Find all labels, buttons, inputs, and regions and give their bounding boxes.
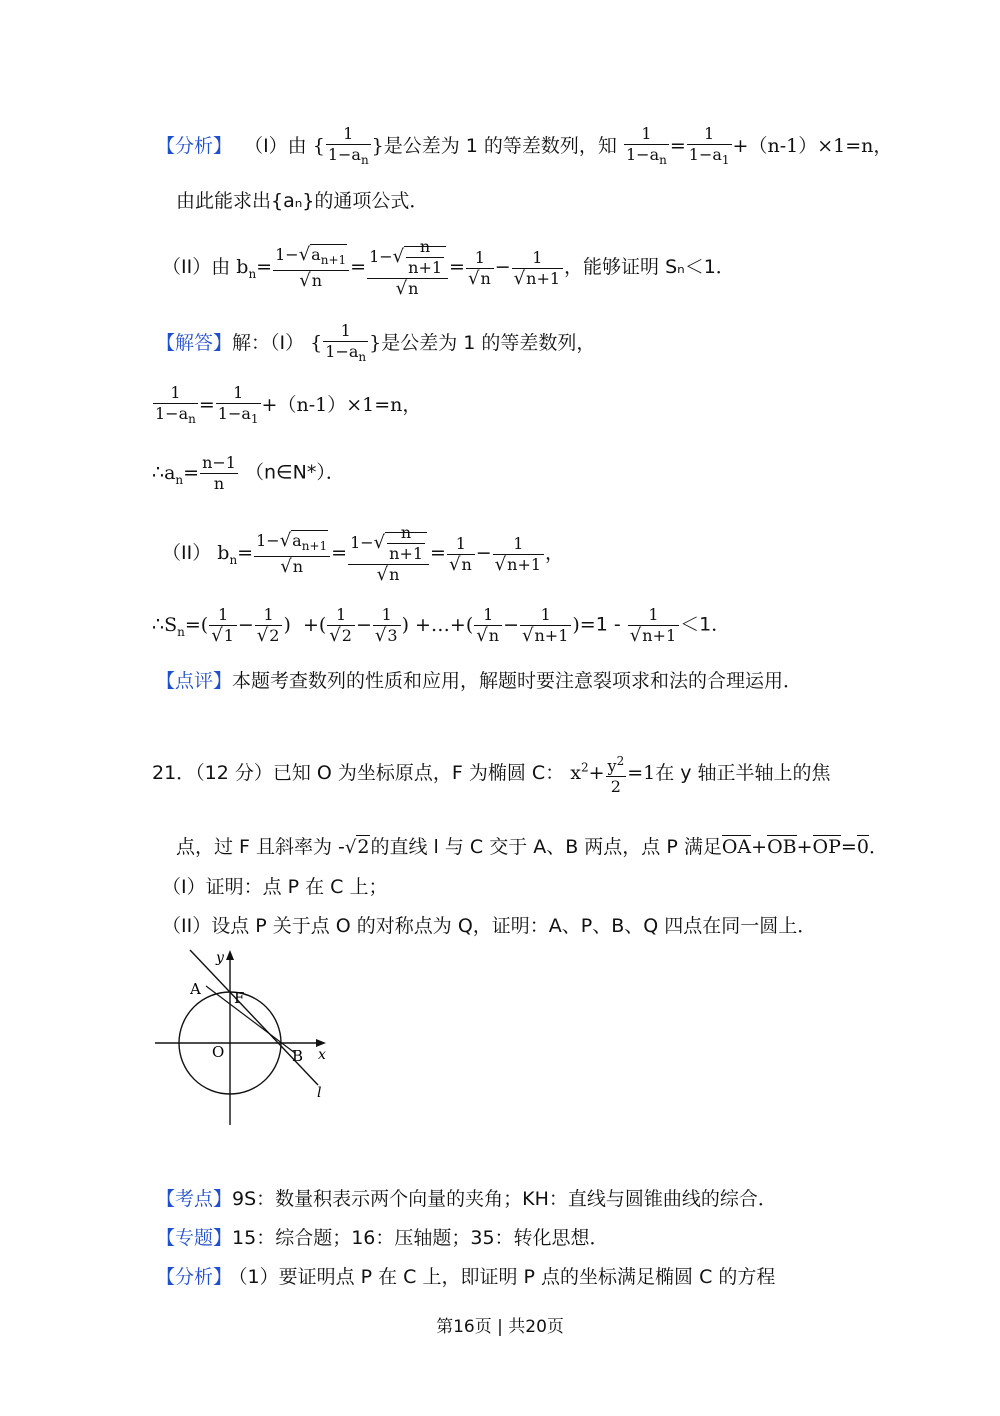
q21-line-1-tail: 在 y 轴正半轴上的焦	[655, 762, 831, 785]
analysis-tag: 【分析】	[156, 135, 233, 158]
analysis-line-1	[156, 125, 892, 169]
math-recurrence-2: $\frac{1}{1-a_n}$ = $\frac{1}{1-a_1}$	[155, 383, 259, 427]
q21-line-2-tail: ．	[868, 836, 888, 858]
q21-analysis-line	[156, 1268, 775, 1287]
knowledge-text: 9S：数量积表示两个向量的夹角；KH：直线与圆锥曲线的综合．	[232, 1188, 777, 1210]
figure-label-l: l	[317, 1085, 322, 1101]
answer-1-intro: 解：（I）	[232, 332, 305, 355]
figure-label-f: F	[234, 989, 245, 1007]
analysis-3-intro: （II）由	[162, 256, 231, 278]
q21-line-2-middle: 的直线 l 与 C 交于 A、B 两点，点 P 满足	[370, 836, 722, 858]
analysis-line-3	[162, 238, 735, 298]
math-set-1-over-1-minus-an-2: { $\frac{1}{1-a_n}$ }	[310, 321, 382, 365]
page-footer: 第16页 | 共20页	[436, 1317, 564, 1337]
answer-line-2	[152, 384, 421, 428]
math-ellipse-equation: $x^2+$ $\frac{y^2}{2}$ =1	[570, 754, 656, 797]
answer-2-tail: +（n-1）×1=n，	[261, 394, 422, 417]
figure-label-b: B	[292, 1047, 304, 1065]
figure-label-y: y	[216, 950, 224, 966]
math-recurrence: $\frac{1}{1-a_n}$ = $\frac{1}{1-a_1}$	[625, 124, 730, 168]
answer-1-tail: 是公差为 1 的等差数列，	[381, 332, 596, 355]
answer-5-tail: ＜1．	[680, 613, 731, 636]
figure-label-x: x	[318, 1047, 326, 1063]
answer-line-1	[156, 322, 595, 366]
answer-5-therefore: ∴	[152, 613, 165, 636]
q21-line-2	[176, 838, 888, 857]
figure-y-axis	[226, 950, 234, 1125]
comment-tag: 【点评】	[156, 670, 233, 692]
answer-line-3	[152, 454, 345, 493]
math-bn-expression-1: $b_n=$ $\frac{1-√a_{n+1}}{√n}$ = 1−√ $\frac{n}{n+1}$ √n = $\frac{1}{√n}$ − $\frac{1}{√n+1}$	[236, 256, 564, 278]
comment-text: 本题考查数列的性质和应用，解题时要注意裂项求和法的合理运用．	[232, 670, 803, 692]
figure-label-o: O	[212, 1043, 225, 1061]
q21-analysis-text: （1）要证明点 P 在 C 上，即证明 P 点的坐标满足椭圆 C 的方程	[238, 1266, 776, 1288]
analysis-3-tail: ，能够证明 Sₙ＜1．	[564, 256, 735, 278]
q21-part-1: （I）证明：点 P 在 C 上；	[162, 876, 388, 898]
answer-line-4	[162, 524, 564, 584]
q21-figure	[150, 945, 340, 1130]
analysis-line-2: 由此能求出{aₙ}的通项公式．	[176, 190, 429, 212]
math-sqrt-2: √2	[344, 836, 370, 858]
math-sn-result: $\frac{1}{√n+1}$	[627, 614, 680, 636]
q21-part-2: （II）设点 P 关于点 O 的对称点为 Q，证明：A、P、B、Q 四点在同一圆上．	[162, 915, 817, 937]
answer-3-therefore: ∴	[152, 461, 165, 484]
answer-line-5	[152, 606, 730, 645]
math-set-1-over-1-minus-an: { $\frac{1}{1-a_n}$ }	[312, 124, 384, 168]
knowledge-line	[156, 1190, 777, 1209]
topic-text: 15：综合题；16：压轴题；35：转化思想．	[232, 1227, 609, 1249]
answer-5-equals: =1 -	[579, 613, 621, 636]
analysis-1-intro: （I）由	[244, 135, 307, 158]
math-an-formula: $a_n=$ $\frac{n-1}{n}$	[164, 453, 236, 493]
analysis-1-middle: 是公差为 1 的等差数列，知	[383, 135, 617, 158]
math-bn-expression-2: $b_n=$ $\frac{1-√a_{n+1}}{√n}$ = 1−√ $\frac{n}{n+1}$ √n = $\frac{1}{√n}$ − $\frac{1}{√n+1}$ ，	[217, 523, 565, 585]
math-sn-telescoping: $S_n=$( $\frac{1}{√1}$ − $\frac{1}{√2}$ ) +( $\frac{1}{√2}$ − $\frac{1}{√3}$ ) +…+( $\frac{1}{√n}$ − $\frac{1}{√n+1}$ )	[164, 605, 580, 646]
comment-line	[156, 672, 802, 691]
q21-line-1	[152, 752, 831, 796]
knowledge-tag: 【考点】	[156, 1188, 233, 1210]
topic-tag: 【专题】	[156, 1227, 233, 1249]
analysis-1-tail: +（n-1）×1=n，	[732, 135, 893, 158]
figure-label-a: A	[190, 980, 201, 998]
answer-tag: 【解答】	[156, 332, 233, 355]
figure-x-axis	[155, 1039, 326, 1047]
answer-3-tail: （n∈N*）．	[245, 461, 345, 484]
math-vector-sum: OA+OB+OP=0	[721, 836, 869, 858]
q21-line-2-intro: 点，过 F 且斜率为 -	[176, 836, 345, 858]
answer-4-intro: （II）	[162, 542, 212, 564]
q21-line-1-intro: 21．（12 分）已知 O 为坐标原点，F 为椭圆 C：	[152, 762, 565, 785]
topic-line	[156, 1229, 609, 1248]
q21-analysis-tag: 【分析】	[156, 1266, 233, 1288]
